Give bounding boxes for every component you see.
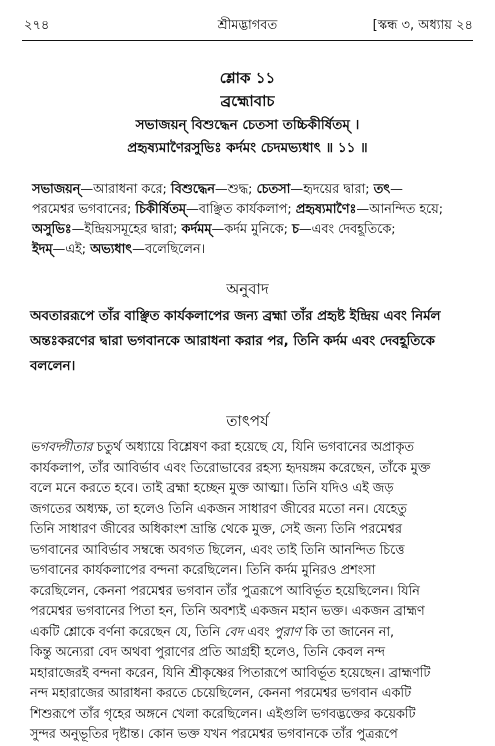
- purport-line: [30, 561, 473, 582]
- italic-title: ভগবদ্গীতার: [30, 440, 93, 455]
- purport-line: [30, 725, 473, 746]
- word-meaning: —আরাধনা করে;: [80, 182, 171, 197]
- word-meaning: —: [390, 182, 403, 197]
- verse-line: সভাজয়ন্ বিশুদ্ধেন চেতসা তচ্চিকীর্ষিতম্ ।: [135, 117, 360, 133]
- sanskrit-word: ইদম্: [32, 242, 53, 257]
- word-meaning: —বাঞ্ছিত কার্যকলাপ;: [185, 202, 296, 217]
- purport-line: [30, 479, 473, 500]
- translation-line: বললেন।: [30, 359, 76, 374]
- purport-line: [30, 664, 473, 685]
- word-meaning: —কর্দম মুনিকে;: [211, 222, 292, 237]
- translation-title: অনুবাদ: [226, 280, 269, 298]
- synonyms-line: [32, 200, 473, 219]
- canto-chapter: [স্কন্ধ ৩, অধ্যায় ২৪: [372, 18, 473, 33]
- word-meaning: —আনন্দিত হয়ে;: [356, 202, 444, 217]
- purport-text: চতুর্থ অধ্যায়ে বিশ্লেষণ করা হয়েছে যে, যিনি ভগবানের অপ্রাকৃত: [92, 440, 414, 455]
- purport-text: এবং: [243, 624, 274, 640]
- purport-line: [30, 459, 473, 480]
- purport-text: কিন্তু অন্যেরা বেদ অথবা পুরাণের প্রতি আগ্রহী হলেও, তিনি কেবল নন্দ: [30, 645, 385, 660]
- book-title: শ্রীমদ্ভাগবত: [217, 18, 278, 33]
- purport-line: [30, 582, 473, 603]
- header-rule: [22, 40, 473, 41]
- running-header: [22, 12, 473, 38]
- word-meaning: —এই;: [52, 242, 91, 257]
- purport-text: সুন্দর অনুভূতির দৃষ্টান্ত। কোন ভক্ত যখন পরমেশ্বর ভগবানকে তাঁর পুত্ররূপে: [30, 727, 398, 742]
- purport-text: জগতের অধ্যক্ষ, তা হলেও তিনি একজন সাধারণ জীবের মতো নন। যেহেতু: [30, 501, 407, 517]
- purport-line: [30, 623, 473, 644]
- purport-line: [30, 438, 473, 459]
- purport-text: তিনি সাধারণ জীবের অধিকাংশ ভ্রান্তি থেকে মুক্ত, সেই জন্য তিনি পরমেশ্বর: [30, 522, 402, 537]
- word-meaning: —বলেছিলেন।: [132, 242, 206, 257]
- purport-line: [30, 520, 473, 541]
- verse-speaker: ব্রহ্মোবাচ: [220, 92, 275, 110]
- sanskrit-word: চিকীর্ষিতম্: [135, 202, 186, 217]
- purport-line: [30, 643, 473, 664]
- sanskrit-word: কর্দমম্: [181, 222, 212, 237]
- purport-text: করেছিলেন, কেননা পরমেশ্বর ভগবান তাঁর পুত্ররূপে আবির্ভূত হয়েছিলেন। যিনি: [30, 583, 420, 599]
- purport-line: [30, 500, 473, 521]
- sanskrit-word: চ: [291, 222, 299, 237]
- purport-line: [30, 602, 473, 623]
- sanskrit-word: সভাজয়ন্: [32, 182, 81, 197]
- word-meaning: —শুদ্ধ;: [214, 182, 257, 197]
- verse-heading: শ্লোক ১১: [219, 69, 276, 87]
- page-number: ২৭৪: [24, 18, 50, 33]
- word-meaning: —এবং দেবহূতিকে;: [298, 222, 396, 237]
- purport-title: তাৎপর্য: [226, 412, 269, 430]
- synonyms-line: [32, 180, 473, 199]
- purport-text: শিশুরূপে তাঁর গৃহের অঙ্গনে খেলা করেছিলেন। এইগুলি ভগবদ্ভক্তের কয়েকটি: [30, 706, 416, 722]
- purport-text: ভগবানের আবির্ভাব সম্বন্ধে অবগত ছিলেন, এবং তাই তিনি আনন্দিত চিত্তে: [30, 542, 405, 558]
- translation-line: অন্তঃকরণের দ্বারা ভগবানকে আরাধনা করার পর, তিনি কর্দম এবং দেবহূতিকে: [30, 334, 435, 349]
- sanskrit-word: তৎ: [373, 182, 391, 197]
- purport-text: মহারাজেরই বন্দনা করেন, যিনি শ্রীকৃষ্ণের পিতারূপে আবির্ভূত হয়েছেন। ব্রাহ্মণটি: [30, 665, 431, 681]
- translation-line: অবতাররূপে তাঁর বাঞ্ছিত কার্যকলাপের জন্য ব্রহ্মা তাঁর প্রহৃষ্ট ইন্দ্রিয় এবং নির্মল: [30, 309, 441, 324]
- synonyms-line: [32, 240, 473, 259]
- purport-line: [30, 684, 473, 705]
- italic-title: বেদ: [224, 624, 244, 640]
- word-meaning: পরমেশ্বর ভগবানের;: [32, 202, 136, 217]
- purport-text: ভগবানের কার্যকলাপের বন্দনা করেছিলেন। তিনি কর্দম মুনিরও প্রশংসা: [30, 563, 376, 578]
- purport-text: পরমেশ্বর ভগবানের পিতা হন, তিনি অবশ্যই একজন মহান ভক্ত। একজন ব্রাহ্মণ: [30, 604, 425, 619]
- verse-line: প্রহৃষ্যমাণৈরসুভিঃ কর্দমং চেদমভ্যধাৎ ॥ ১১ ॥: [127, 140, 368, 156]
- word-meaning: —হৃদয়ের দ্বারা;: [290, 182, 374, 197]
- sanskrit-word: অসুভিঃ: [32, 222, 72, 237]
- purport-text: কি তা জানেন না,: [300, 624, 395, 640]
- purport-line: [30, 705, 473, 726]
- purport-text: বলে মনে করতে হবে। তাই ব্রহ্মা হচ্ছেন মুক্ত আত্মা। তিনি যদিও এই জড়: [30, 481, 394, 496]
- purport-line: [30, 541, 473, 562]
- word-meaning: —ইন্দ্রিয়সমূহের দ্বারা;: [71, 222, 182, 237]
- italic-title: পুরাণ: [273, 624, 301, 640]
- synonyms-line: [32, 220, 473, 239]
- sanskrit-word: অভ্যধাৎ: [90, 242, 133, 257]
- sanskrit-word: প্রহৃষ্যমাণৈঃ: [295, 202, 357, 217]
- sanskrit-word: চেতসা: [256, 182, 291, 197]
- purport-text: নন্দ মহারাজের আরাধনা করতে চেয়েছিলেন, কেননা পরমেশ্বর ভগবান একটি: [30, 686, 412, 701]
- purport-text: কার্যকলাপ, তাঁর আবির্ভাব এবং তিরোভাবের রহস্য হৃদয়ঙ্গম করেছেন, তাঁকে মুক্ত: [30, 460, 431, 476]
- purport-text: একটি শ্লোকে বর্ণনা করেছেন যে, তিনি: [30, 624, 225, 640]
- sanskrit-word: বিশুদ্ধেন: [170, 182, 215, 197]
